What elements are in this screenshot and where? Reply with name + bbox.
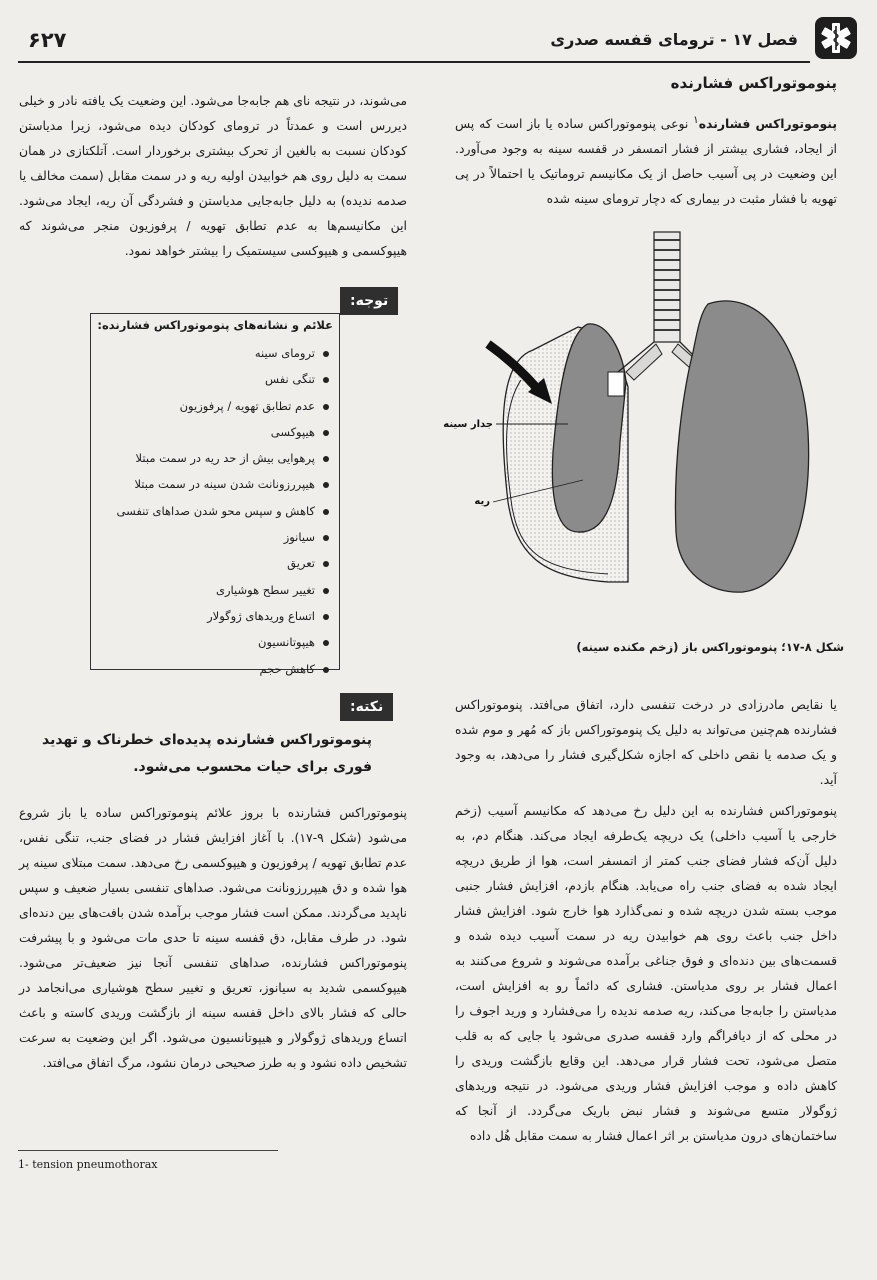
list-item: کاهش و سپس محو شدن صداهای تنفسی [104,498,329,524]
list-item: کاهش حجم [104,656,329,682]
intro-term: پنوموتوراکس فشارنده [698,116,837,132]
left-top-paragraph [19,88,407,263]
attention-label: توجه: [340,287,398,315]
list-item: اتساع وریدهای ژوگولار [104,603,329,629]
intro-text: نوعی پنوموتوراکس ساده یا باز است که پس از ایجاد، فشاری بیشتر از فشار اتمسفر در قفسه سینه به وجود می‌آورد. این وضعیت در پی آسیب حاصل از یک مکانیسم تروماتیک یا احتمالاً در پی تهویه با فشار مثبت در بیماری که دچار ترومای سینه شده [455,116,837,207]
open-pneumothorax-figure [443,232,840,632]
label-chest-wall: جدار سینه [443,419,493,430]
paragraph: پنوموتوراکس فشارنده با بروز علائم پنوموتوراکس ساده یا باز شروع می‌شود (شکل ۹-۱۷). با آغاز افزایش فشار در فضای جنب، تنگی نفس، عدم تطابق تهویه / پرفوزیون و هیپوکسمی رخ می‌دهد. سمت مبتلای سینه پر هوا شده و دق هیپررزونانت می‌شود. صداهای تنفسی بسیار ضعیف و سپس ناپدید می‌گردند. ممکن است فشار موجب برآمده شدن بافت‌های بین دنده‌ای شود. در طرف مقابل، دق قفسه سینه تا حدی مات می‌شود و با پیشرفت پنوموتوراکس فشارنده، صداهای تنفسی آنجا نیز ضعیف‌تر می‌شود. هیپوکسمی شدید به سیانوز، تعریق و تغییر سطح هوشیاری می‌انجامد در حالی که فشار بالای داخل قفسه سینه از بازگشت وریدی کاسته و باعث اتساع وریدهای ژوگولار و هیپوتانسیون می‌شود. اگر این وضعیت به سرعت تشخیص داده نشود و به طرز صحیحی درمان نشود، مرگ اتفاق می‌افتد. [19,805,407,1070]
footnote: 1- tension pneumothorax [18,1158,158,1171]
list-item: تغییر سطح هوشیاری [104,577,329,603]
right-lower-text [455,692,837,1148]
symptoms-list [104,340,329,682]
section-title: پنوموتوراکس فشارنده [670,74,837,92]
list-item: سیانوز [104,524,329,550]
page-header [18,14,858,64]
chapter-title: فصل ۱۷ - ترومای قفسه صدری [550,30,798,49]
page-number: ۶۲۷ [28,28,67,52]
paragraph: پنوموتوراکس فشارنده به این دلیل رخ می‌دهد که مکانیسم آسیب (زخم خارجی یا آسیب داخلی) یک دریچه یک‌طرفه ایجاد می‌کند. هنگام دم، به دلیل آن‌که فشار فضای جنب کمتر از اتمسفر است، هوا از طریق دریچه ایجاد شده به فضای جنب راه می‌یابد. هنگام بازدم، افزایش فشار جنبی موجب بسته شدن دریچه شده و نمی‌گذارد هوا خارج شود. افزایش فشار داخل جنب باعث روی هم خوابیدن ریه در سمت آسیب دیده شده و قسمت‌های بین دنده‌ای و فوق جناغی برآمده می‌شوند و شروع می‌کنند به اعمال فشار بر روی مدیاستن. فشاری که دائماً رو به افزایش است، مدیاستن را جابه‌جا می‌کند، ریه صدمه ندیده را می‌فشارد و ورید اجوف را در محلی که از دیافراگم وارد قفسه صدری می‌شود یا جایی که به قلب متصل می‌شود، تحت فشار قرار می‌دهد. این وقایع بازگشت وریدی را کاهش داده و موجب افزایش فشار وریدی می‌شود. در نتیجه وریدهای ژوگولار متسع می‌شوند و فشار نبض باریک می‌گردد. از آنجا که ساختمان‌های درون مدیاستن بر اثر اعمال فشار به سمت مقابل هُل داده [455,803,837,1143]
healthy-lung [675,301,808,592]
left-bottom-paragraph [19,800,407,1075]
paragraph: یا نقایص مادرزادی در درخت تنفسی دارد، اتفاق می‌افتد. پنوموتوراکس فشارنده هم‌چنین می‌تواند به دلیل یک پنوموتوراکس باز که مُهر و موم شده و یک صدمه یا نقص داخلی که اجازه شکل‌گیری فشار را می‌دهد، به وجود آید. [455,697,837,787]
star-of-life-icon [814,16,858,60]
list-item: تنگی نفس [104,366,329,392]
note-label: نکته: [340,693,393,721]
list-item: عدم تطابق تهویه / پرفوزیون [104,393,329,419]
list-item: هیپوتانسیون [104,629,329,655]
list-item: هیپوکسی [104,419,329,445]
list-item: هیپررزونانت شدن سینه در سمت مبتلا [104,471,329,497]
figure-caption: شکل ۸-۱۷؛ پنوموتوراکس باز (زخم مکنده سینه) [576,640,844,654]
note-text: پنوموتوراکس فشارنده پدیده‌ای خطرناک و تهدید فوری برای حیات محسوب می‌شود. [42,732,372,775]
list-item: ترومای سینه [104,340,329,366]
box-title: علائم و نشانه‌های پنوموتوراکس فشارنده: [97,318,333,332]
footnote-rule [18,1150,278,1151]
list-item: پرهوایی بیش از حد ریه در سمت مبتلا [104,445,329,471]
list-item: تعریق [104,550,329,576]
paragraph: می‌شوند، در نتیجه نای هم جابه‌جا می‌شود. این وضعیت یک یافته نادر و خیلی دیررس است و عمدتاً در ترومای کودکان دیده می‌شود، زیرا مدیاستن کودکان نسبت به بالغین از تحرک بیشتری برخوردار است. آتلکتازی در همان سمت به دلیل روی هم خوابیدن اولیه ریه و در سمت مقابل (سمت مخالف یا صدمه ندیده) به دلیل جابه‌جایی مدیاستن و فشردگی آن ریه، ایجاد می‌شود. این مکانیسم‌ها به عدم تطابق تهویه / پرفوزیون منجر می‌شوند که هیپوکسمی و هیپوکسی سیستمیک را بیشتر خواهد نمود. [19,93,407,258]
footnote-marker: ۱ [693,114,699,126]
label-lung: ریه [474,496,490,507]
intro-paragraph [455,108,837,211]
signs-symptoms-box [90,313,340,676]
header-rule [18,61,810,63]
